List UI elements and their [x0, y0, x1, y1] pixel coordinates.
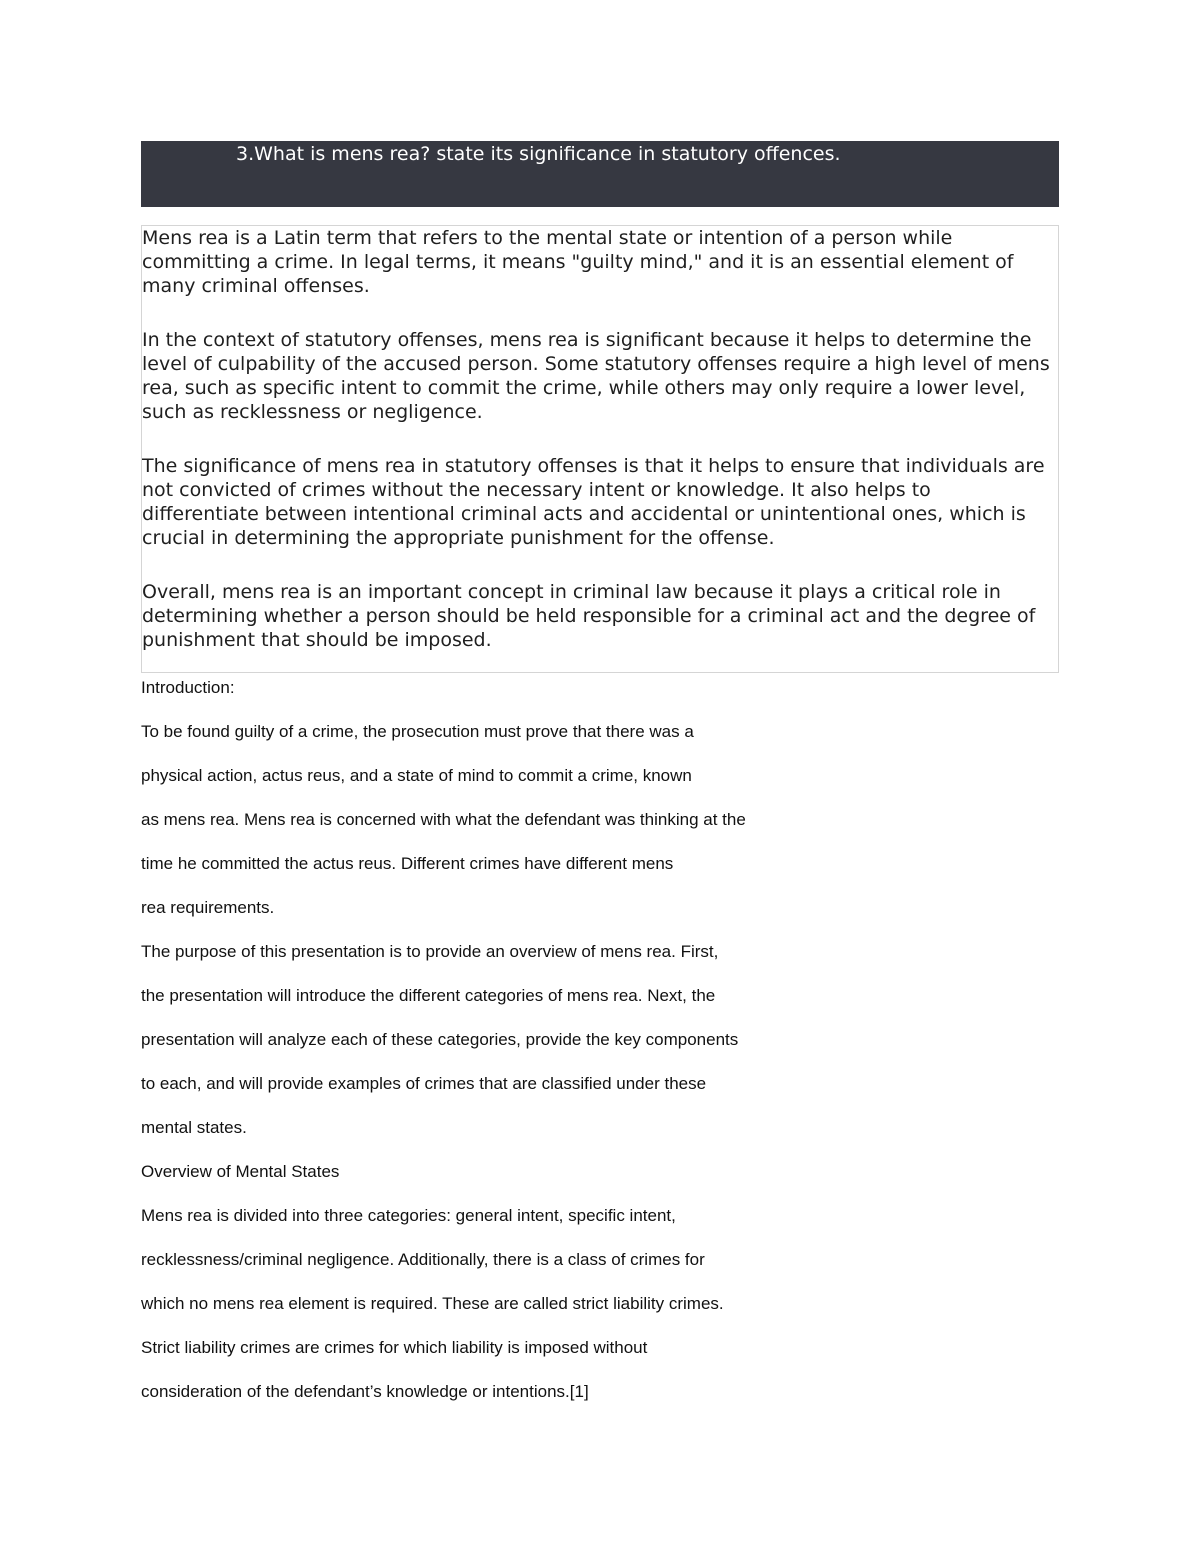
essay-line: to each, and will provide examples of crimes that are classified under these — [141, 1074, 707, 1093]
essay-line: mental states. — [141, 1118, 247, 1137]
question-title: 3.What is mens rea? state its significance in statutory offences. — [236, 143, 841, 165]
essay-line: rea requirements. — [141, 898, 275, 917]
essay-line: The purpose of this presentation is to provide an overview of mens rea. First, — [141, 942, 719, 961]
essay-line: time he committed the actus reus. Different crimes have different mens — [141, 854, 674, 873]
essay-line: To be found guilty of a crime, the prosecution must prove that there was a — [141, 722, 694, 741]
essay-line: as mens rea. Mens rea is concerned with what the defendant was thinking at the — [141, 810, 746, 829]
question-banner — [141, 141, 1059, 207]
introduction-heading: Introduction: — [141, 678, 235, 697]
essay-line: Strict liability crimes are crimes for which liability is imposed without — [141, 1338, 648, 1357]
essay-line: physical action, actus reus, and a state of mind to commit a crime, known — [141, 766, 692, 785]
essay-line: presentation will analyze each of these categories, provide the key components — [141, 1030, 739, 1049]
essay-line: the presentation will introduce the different categories of mens rea. Next, the — [141, 986, 716, 1005]
essay-line: recklessness/criminal negligence. Additionally, there is a class of crimes for — [141, 1250, 705, 1269]
answer-paragraph: In the context of statutory offenses, mens rea is significant because it helps to determine the level of culpability of the accused person. Some statutory offenses require a high level of mens rea, such as specific intent to commit the crime, while others may only require a lower level, such as recklessness or negligence. — [142, 329, 1050, 423]
essay-line: consideration of the defendant’s knowledge or intentions.[1] — [141, 1382, 589, 1401]
answer-paragraph: Overall, mens rea is an important concept in criminal law because it plays a critical role in determining whether a person should be held responsible for a criminal act and the degree of punishment that should be imposed. — [142, 581, 1036, 651]
essay-line: which no mens rea element is required. These are called strict liability crimes. — [141, 1294, 724, 1313]
essay-body — [141, 676, 941, 1424]
essay-line: Mens rea is divided into three categories: general intent, specific intent, — [141, 1206, 676, 1225]
answer-box — [141, 225, 1059, 673]
answer-paragraph: The significance of mens rea in statutory offenses is that it helps to ensure that individuals are not convicted of crimes without the necessary intent or knowledge. It also helps to differentiate between intentional criminal acts and accidental or unintentional ones, which is crucial in determining the appropriate punishment for the offense. — [142, 455, 1045, 549]
overview-heading: Overview of Mental States — [141, 1162, 340, 1181]
answer-paragraph: Mens rea is a Latin term that refers to the mental state or intention of a person while committing a crime. In legal terms, it means "guilty mind," and it is an essential element of many criminal offenses. — [142, 227, 1014, 297]
